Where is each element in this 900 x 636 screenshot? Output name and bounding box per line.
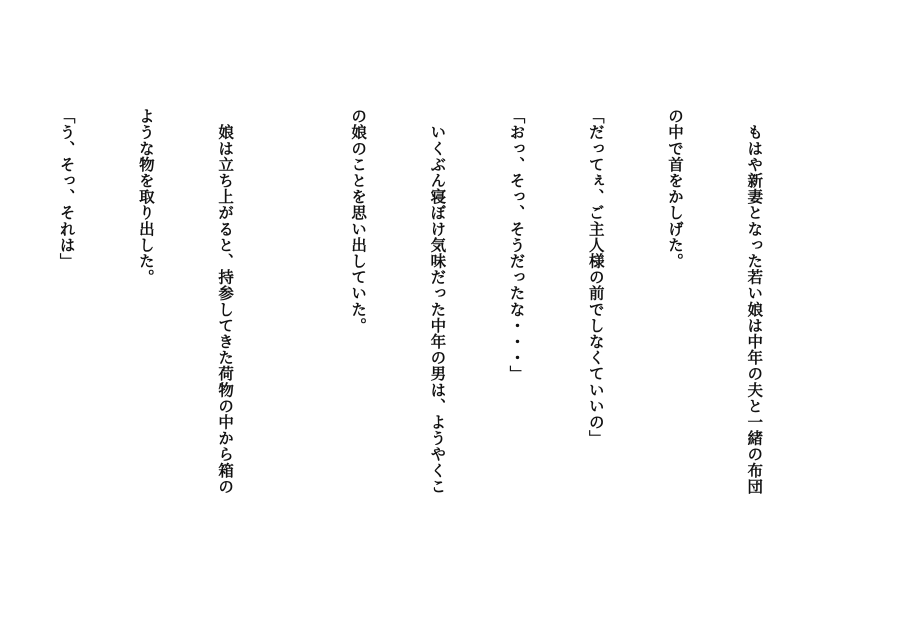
text-line: の中で首をかしげた。 (665, 108, 685, 269)
text-line: の娘のことを思い出していた。 (349, 108, 369, 334)
blank-line (291, 108, 292, 548)
text-line: 娘は立ち上がると、持参してきた荷物の中から箱の (216, 108, 236, 495)
text-line: いくぶん寝ぼけ気味だった中年の男は、ようやくこ (428, 108, 448, 495)
text-line: もはや新妻となった若い娘は中年の夫と一緒の布団 (745, 108, 765, 495)
text-line: 「う、そっ、それは」 (57, 108, 77, 269)
text-line: ような物を取り出した。 (136, 108, 156, 286)
vertical-text-body (0, 108, 820, 548)
text-line: 「だってぇ、ご主人様の前でしなくていいの」 (586, 108, 606, 447)
text-line: 「おっ、そっ、そうだったな・・・」 (507, 108, 527, 382)
